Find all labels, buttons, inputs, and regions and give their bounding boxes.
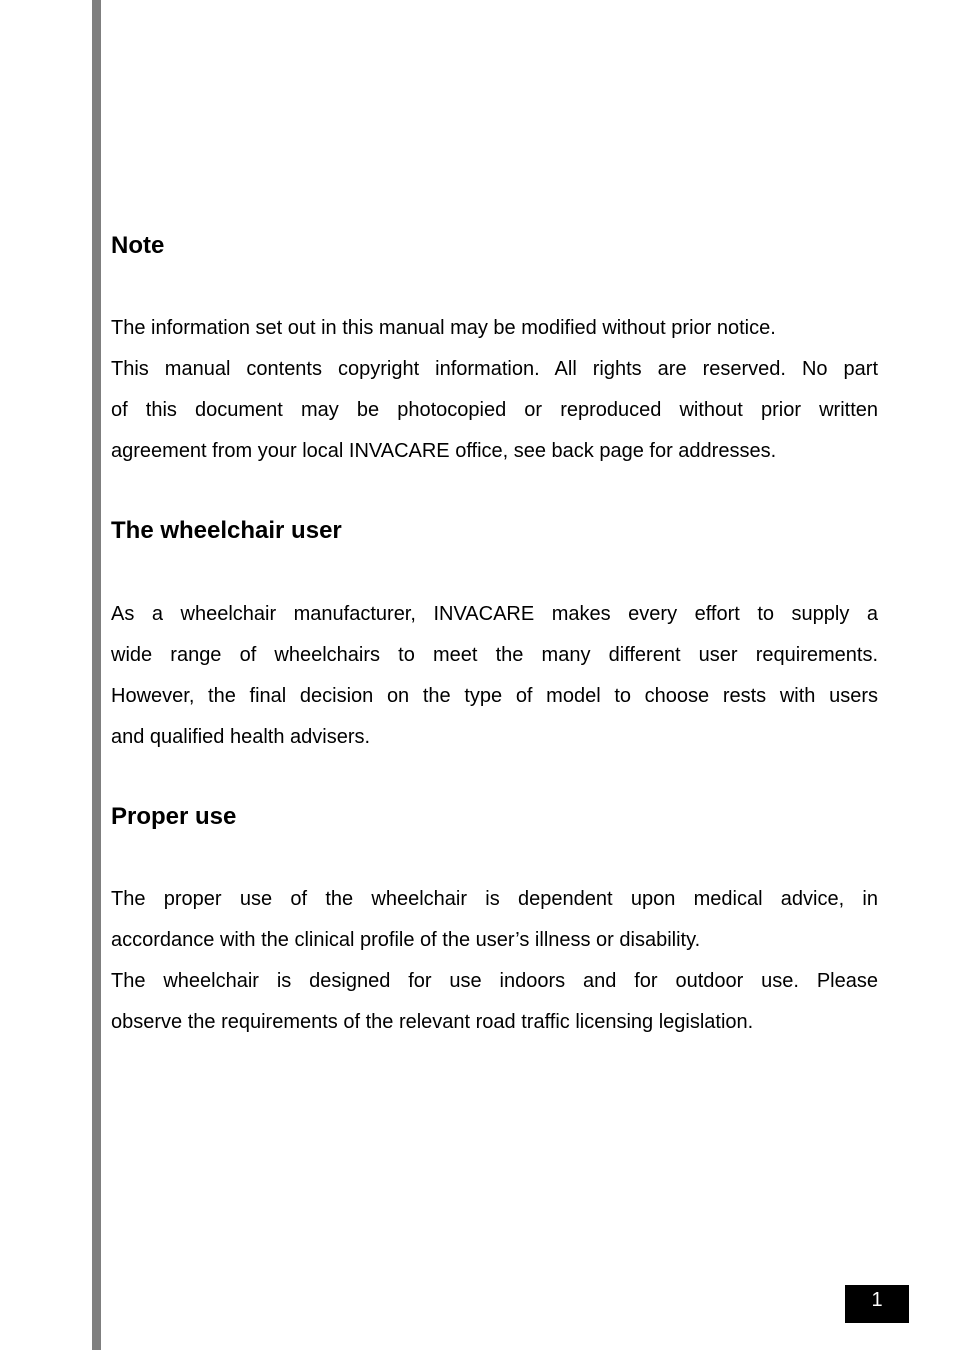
- section-body-proper-use: [111, 879, 878, 1043]
- section-body-wheelchair-user: [111, 594, 878, 758]
- text-line: The information set out in this manual may be modified without prior notice.: [111, 317, 776, 339]
- text-line: agreement from your local INVACARE office, see back page for addresses.: [111, 440, 777, 462]
- text-line: As a wheelchair manufacturer, INVACARE makes every effort to supply a: [111, 603, 878, 625]
- text-line: The wheelchair is designed for use indoors and for outdoor use. Please: [111, 970, 878, 992]
- page-number: 1: [845, 1285, 909, 1323]
- text-line: observe the requirements of the relevant road traffic licensing legislation.: [111, 1011, 754, 1033]
- text-line: However, the final decision on the type of model to choose rests with users: [111, 685, 878, 707]
- text-line: The proper use of the wheelchair is dependent upon medical advice, in: [111, 888, 878, 910]
- section-heading-note: Note: [111, 232, 165, 259]
- text-line: This manual contents copyright information. All rights are reserved. No part: [111, 358, 878, 380]
- page-side-bar: [92, 0, 101, 1350]
- section-body-note: [111, 308, 878, 472]
- section-heading-wheelchair-user: The wheelchair user: [111, 517, 342, 544]
- text-line: wide range of wheelchairs to meet the many different user requirements.: [111, 644, 878, 666]
- text-line: accordance with the clinical profile of the user’s illness or disability.: [111, 929, 701, 951]
- text-line: and qualified health advisers.: [111, 726, 371, 748]
- section-heading-proper-use: Proper use: [111, 803, 237, 830]
- text-line: of this document may be photocopied or reproduced without prior written: [111, 399, 878, 421]
